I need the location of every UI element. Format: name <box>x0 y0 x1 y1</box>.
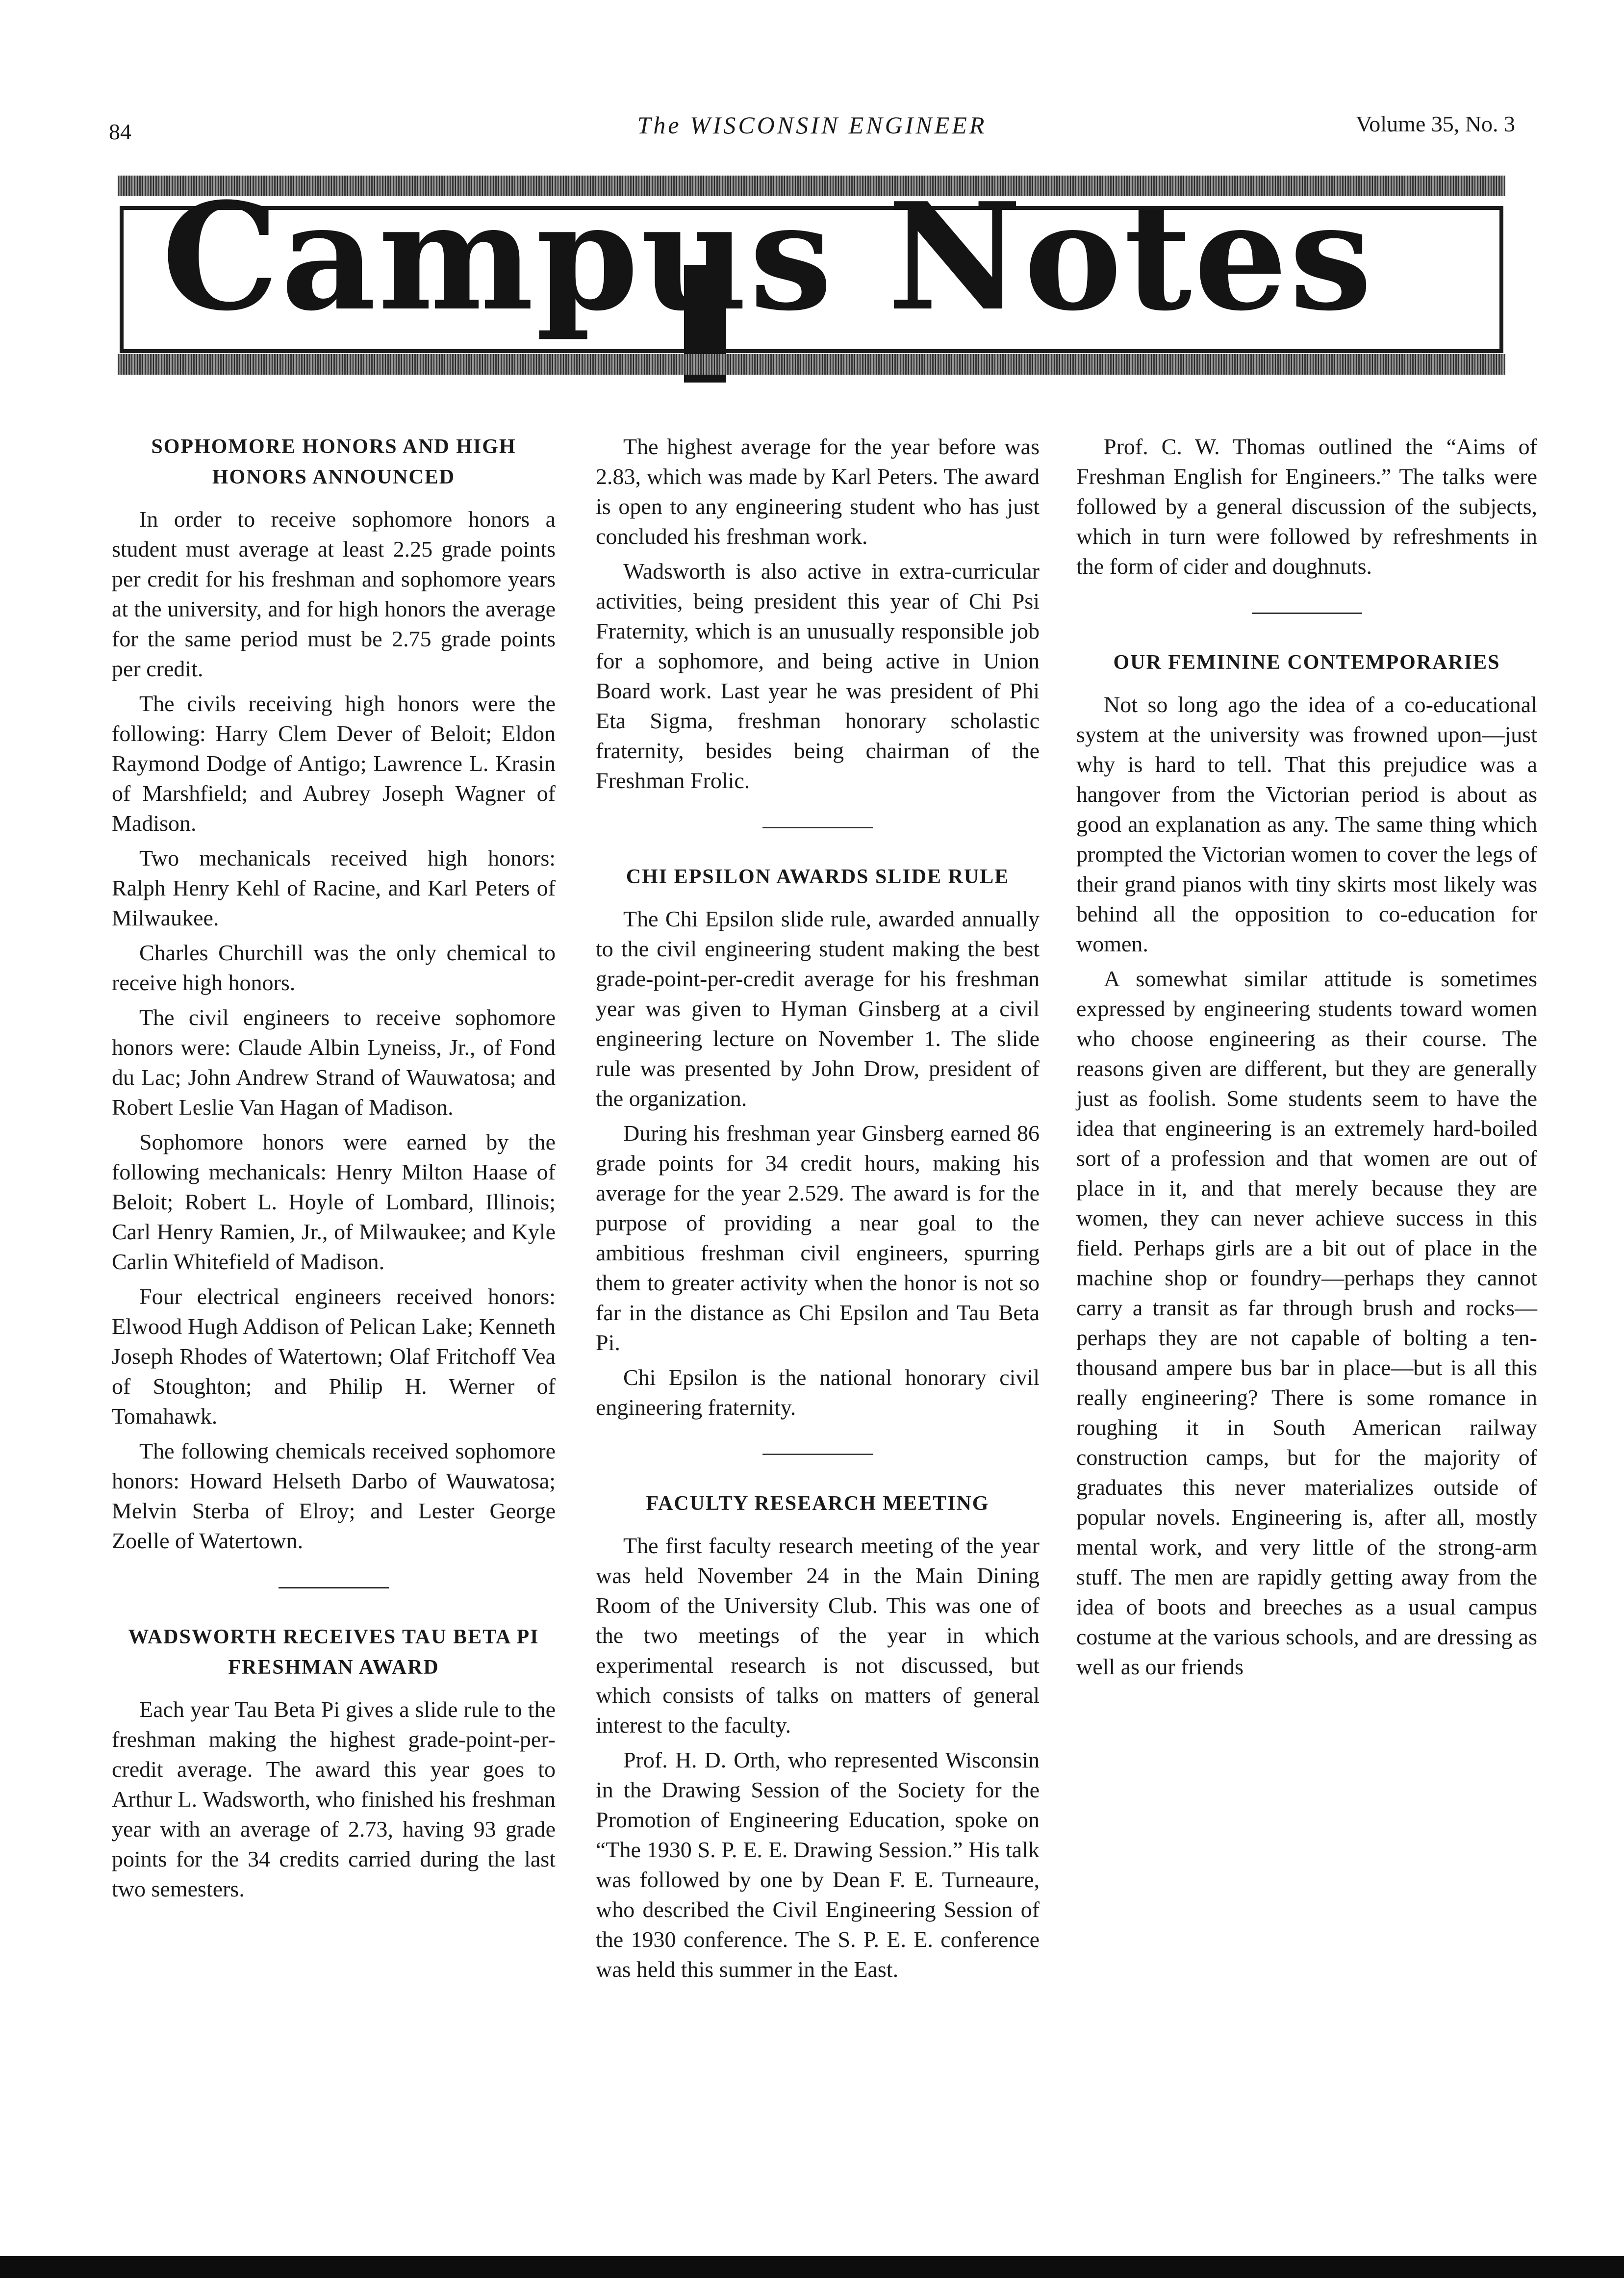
paragraph: Sophomore honors were earned by the following mechanicals: Henry Milton Haase of Beloit; Robert L. Hoyle of Lombard, Illinois; Carl Henry Ramien, Jr., of Milwaukee; and Kyle Carlin Whitefield of Madison. <box>112 1129 556 1274</box>
banner-bottom-band <box>118 354 1505 375</box>
article-title-faculty-research: FACULTY RESEARCH MEETING <box>646 1492 990 1515</box>
page-number: 84 <box>109 119 131 144</box>
paragraph: The following chemicals received sophomore honors: Howard Helseth Darbo of Wauwatosa; Melvin Sterba of Elroy; and Lester George Zoelle of Watertown. <box>112 1438 556 1553</box>
paragraph: The highest average for the year before was 2.83, which was made by Karl Peters. The award is open to any engineering student who has just concluded his freshman work. <box>596 434 1040 549</box>
paragraph: The civil engineers to receive sophomore honors were: Claude Albin Lyneiss, Jr., of Fond du Lac; John Andrew Strand of Wauwatosa; and Robert Leslie Van Hagan of Madison. <box>112 1005 556 1120</box>
paragraph: Prof. H. D. Orth, who represented Wisconsin in the Drawing Session of the Society for the Promotion of Engineering Education, spoke on “The 1930 S. P. E. E. Drawing Session.” His talk was followed by one by Dean F. E. Turneaure, who described the Civil Engineering Session of the 1930 conference. The S. P. E. E. conference was held this summer in the East. <box>596 1747 1040 1982</box>
running-header <box>109 109 1515 148</box>
column-2 <box>596 432 1040 1989</box>
paragraph: The civils receiving high honors were the following: Harry Clem Dever of Beloit; Eldon Raymond Dodge of Antigo; Lawrence L. Krasin of Marshfield; and Aubrey Joseph Wagner of Madison. <box>112 691 556 836</box>
paragraph: During his freshman year Ginsberg earned 86 grade points for 34 credit hours, making his average for the year 2.529. The award is for the purpose of providing a near goal to the ambitious freshman civil engineers, spurring them to greater activity when the honor is not so far in the distance as Chi Epsilon and Tau Beta Pi. <box>596 1121 1040 1355</box>
paragraph: Two mechanicals received high honors: Ralph Henry Kehl of Racine, and Karl Peters of Milwaukee. <box>112 845 556 930</box>
paragraph: Charles Churchill was the only chemical to receive high honors. <box>112 940 556 995</box>
paragraph: Wadsworth is also active in extra-curricular activities, being president this year of Chi Psi Fraternity, which is an unusually responsible job for a sophomore, and being active in Union Board work. Last year he was president of Phi Eta Sigma, freshman honorary scholastic fraternity, besides being chairman of the Freshman Frolic. <box>596 559 1040 793</box>
section-divider <box>279 1587 389 1588</box>
paragraph: The Chi Epsilon slide rule, awarded annually to the civil engineering student making the best grade-point-per-credit average for his freshman year was given to Hyman Ginsberg at a civil engineering lecture on November 1. The slide rule was presented by John Drow, president of the organization. <box>596 906 1040 1111</box>
paragraph: A somewhat similar attitude is sometimes expressed by engineering students toward women who choose engineering as their course. The reasons given are different, but they are generally just as foolish. Some students seem to have the idea that engineering is an extremely hard-boiled sort of a profession and that women are out of place in it, and that merely because they are women, they can never achieve success in this field. Perhaps girls are a bit out of place in the machine shop or foundry—perhaps they cannot carry a transit as far through brush and rocks—perhaps they are not capable of bolting a ten-thousand ampere bus bar in place—but is all this really engineering? There is some romance in roughing it in South American railway construction camps, but for the majority of graduates this never materializes outside of popular novels. Engineering is, after all, mostly mental work, and very little of the strong-arm stuff. The men are rapidly getting away from the idea of boots and breeches as a usual campus costume at the various schools, and are dressing as well as our friends <box>1076 966 1537 1679</box>
paragraph: The first faculty research meeting of the year was held November 24 in the Main Dining Room of the University Club. This was one of the two meetings of the year in which experimental research is not discussed, but which consists of talks on matters of general interest to the faculty. <box>596 1533 1040 1738</box>
paragraph: In order to receive sophomore honors a student must average at least 2.25 grade points per credit for his freshman and sophomore years at the university, and for high honors the average for the same period must be 2.75 grade points per credit. <box>112 507 556 681</box>
article-title-sophomore-honors: SOPHOMORE HONORS AND HIGH HONORS ANNOUNCED <box>151 435 516 488</box>
article-title-chi-epsilon: CHI EPSILON AWARDS SLIDE RULE <box>626 866 1010 888</box>
volume-issue: Volume 35, No. 3 <box>1356 111 1515 136</box>
column-1 <box>112 432 556 1909</box>
section-divider <box>1252 613 1362 614</box>
paragraph: Four electrical engineers received honors: Elwood Hugh Addison of Pelican Lake; Kenneth Joseph Rhodes of Watertown; Olaf Fritchoff Vea of Stoughton; and Philip H. Werner of Tomahawk. <box>112 1284 556 1429</box>
section-banner <box>118 167 1505 383</box>
paragraph: Prof. C. W. Thomas outlined the “Aims of Freshman English for Engineers.” The talks were followed by a general discussion of the subjects, which in turn were followed by refreshments in the form of cider and doughnuts. <box>1076 434 1537 579</box>
section-title: Campus Notes <box>162 170 1374 343</box>
column-3 <box>1076 432 1537 1687</box>
magazine-title: The WISCONSIN ENGINEER <box>637 111 987 139</box>
section-divider <box>762 1454 873 1455</box>
paragraph: Chi Epsilon is the national honorary civil engineering fraternity. <box>596 1365 1040 1420</box>
page-bottom-edge <box>0 2256 1624 2278</box>
paragraph: Not so long ago the idea of a co-educational system at the university was frowned upon—just why is hard to tell. That this prejudice was a hangover from the Victorian period is about as good an explanation as any. The same thing which prompted the Victorian women to cover the legs of their grand pianos with tiny skirts most likely was behind all the opposition to co-education for women. <box>1076 692 1537 956</box>
paragraph: Each year Tau Beta Pi gives a slide rule to the freshman making the highest grade-point-per-credit average. The award this year goes to Arthur L. Wadsworth, who finished his freshman year with an average of 2.73, having 93 grade points for the 34 credits carried during the last two semesters. <box>112 1697 556 1901</box>
section-divider <box>762 827 873 828</box>
article-title-wadsworth-award: WADSWORTH RECEIVES TAU BETA PI FRESHMAN AWARD <box>128 1626 539 1679</box>
article-title-feminine-contemporaries: OUR FEMININE CONTEMPORARIES <box>1113 651 1500 674</box>
